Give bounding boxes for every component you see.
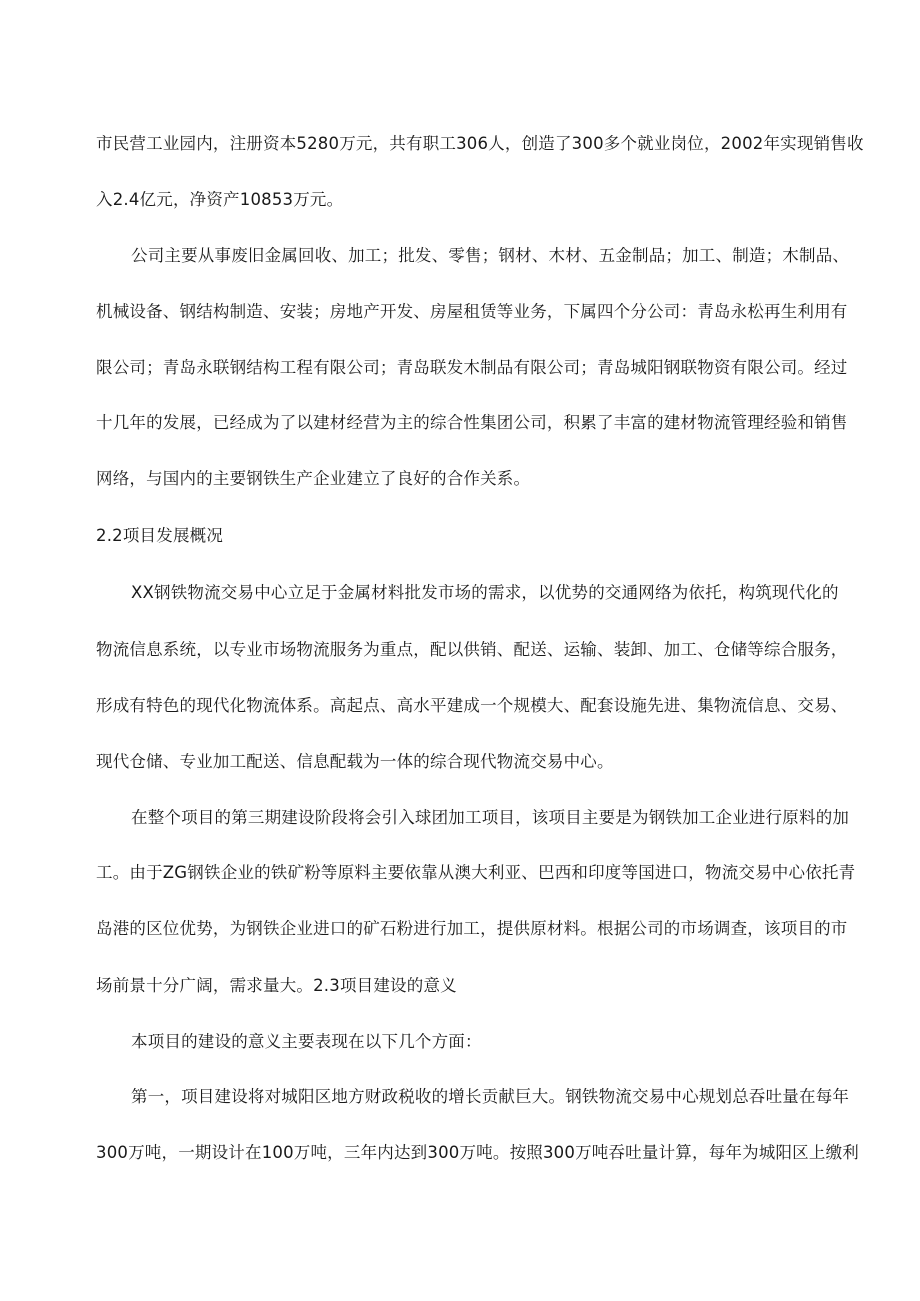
text-line: 入2.4亿元，净资产10853万元。 [96,190,344,209]
text-line: 市民营工业园内，注册资本5280万元，共有职工306人，创造了300多个就业岗位，2002年实现销售收 [96,134,864,153]
text-line: 网络，与国内的主要钢铁生产企业建立了良好的合作关系。 [96,469,531,488]
text-line: XX钢铁物流交易中心立足于金属材料批发市场的需求，以优势的交通网络为依托，构筑现代化的 [131,583,839,602]
text-line: 公司主要从事废旧金属回收、加工；批发、零售；钢材、木材、五金制品；加工、制造；木制品、 [131,246,850,265]
section-heading: 2.2项目发展概况 [96,526,224,545]
text-line: 限公司；青岛永联钢结构工程有限公司；青岛联发木制品有限公司；青岛城阳钢联物资有限公司。经过 [96,358,848,377]
text-line: 在整个项目的第三期建设阶段将会引入球团加工项目，该项目主要是为钢铁加工企业进行原料的加 [131,808,850,827]
text-line: 物流信息系统，以专业市场物流服务为重点，配以供销、配送、运输、装卸、加工、仓储等综合服务， [96,640,848,659]
text-line: 300万吨，一期设计在100万吨，三年内达到300万吨。按照300万吨吞吐量计算，每年为城阳区上缴利 [96,1143,859,1162]
text-line: 岛港的区位优势，为钢铁企业进口的矿石粉进行加工，提供原材料。根据公司的市场调查，该项目的市 [96,919,848,938]
text-line: 本项目的建设的意义主要表现在以下几个方面： [131,1032,482,1051]
text-line: 第一，项目建设将对城阳区地方财政税收的增长贡献巨大。钢铁物流交易中心规划总吞吐量在每年 [131,1087,850,1106]
text-line: 现代仓储、专业加工配送、信息配载为一体的综合现代物流交易中心。 [96,752,614,771]
text-line: 场前景十分广阔，需求量大。2.3项目建设的意义 [96,976,457,995]
text-line: 形成有特色的现代化物流体系。高起点、高水平建成一个规模大、配套设施先进、集物流信息、交易、 [96,696,848,715]
text-line: 工。由于ZG钢铁企业的铁矿粉等原料主要依靠从澳大利亚、巴西和印度等国进口，物流交易中心依托青 [96,863,856,882]
text-line: 十几年的发展，已经成为了以建材经营为主的综合性集团公司，积累了丰富的建材物流管理经验和销售 [96,413,848,432]
text-line: 机械设备、钢结构制造、安装；房地产开发、房屋租赁等业务，下属四个分公司：青岛永松再生利用有 [96,302,848,321]
